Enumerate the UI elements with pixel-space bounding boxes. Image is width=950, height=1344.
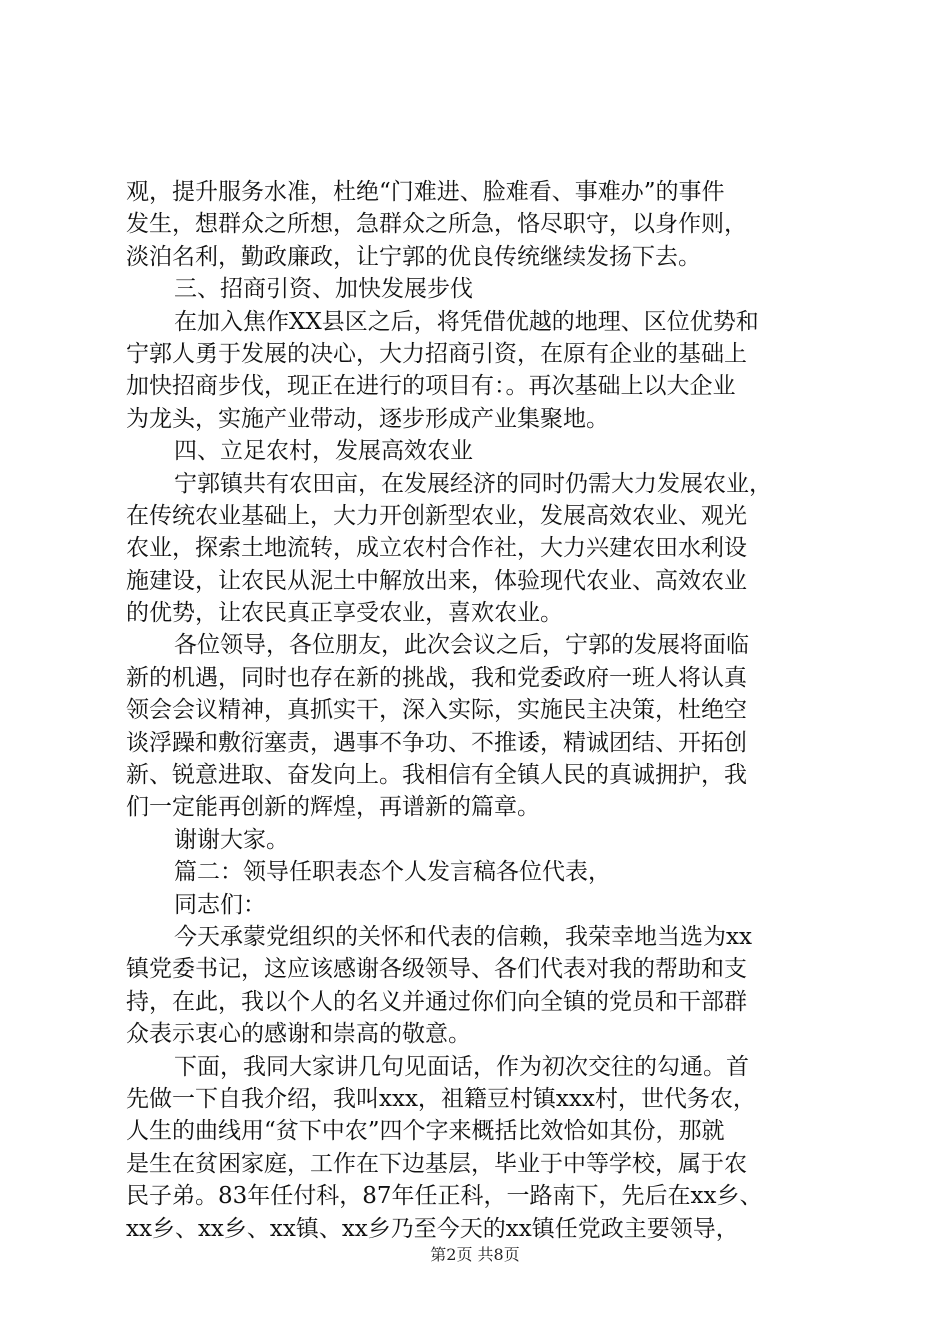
text-line: 们一定能再创新的辉煌，再谱新的篇章。 [126,794,540,821]
text-line: 众表示衷心的感谢和崇高的敬意。 [126,1021,471,1048]
text-line: 下面，我同大家讲几句见面话，作为初次交往的勾通。首 [174,1053,749,1080]
text-line: 为龙头，实施产业带动，逐步形成产业集聚地。 [126,405,609,432]
text-line: 的优势，让农民真正享受农业，喜欢农业。 [126,600,563,627]
text-line: 新的机遇，同时也存在新的挑战，我和党委政府一班人将认真 [126,664,747,691]
text-line: 各位领导，各位朋友，此次会议之后，宁郭的发展将面临 [174,632,749,659]
text-line: 谈浮躁和敷衍塞责，遇事不争功、不推诿，精诚团结、开拓创 [126,729,747,756]
text-line: 先做一下自我介绍，我叫xxx，祖籍豆村镇xxx村，世代务农， [126,1085,756,1112]
text-line: 领会会议精神，真抓实干，深入实际，实施民主决策，杜绝空 [126,697,747,724]
text-line: 持，在此，我以个人的名义并通过你们向全镇的党员和干部群 [126,988,747,1015]
text-line: 发生，想群众之所想，急群众之所急，恪尽职守，以身作则， [126,211,747,238]
text-line: 四、立足农村，发展高效农业 [174,438,473,465]
text-line: 谢谢大家。 [174,826,289,853]
text-line: 篇二：领导任职表态个人发言稿各位代表， [174,859,611,886]
text-line: 观，提升服务水准，杜绝“门难进、脸难看、事难办”的事件 [126,179,725,205]
page-footer: 第2页 共8页 [430,1245,520,1264]
text-line: 在加入焦作XX县区之后，将凭借优越的地理、区位优势和 [174,308,759,335]
text-line: 同志们： [174,891,266,918]
text-line: 加快招商步伐，现正在进行的项目有：。再次基础上以大企业 [126,373,736,400]
document-body [126,176,832,1245]
text-line: 今天承蒙党组织的关怀和代表的信赖，我荣幸地当选为xx [174,923,752,950]
text-line: 宁郭人勇于发展的决心，大力招商引资，在原有企业的基础上 [126,340,747,367]
text-line: 人生的曲线用“贫下中农”四个字来概括比效恰如其份，那就 [126,1118,725,1145]
text-line: 淡泊名利，勤政廉政，让宁郭的优良传统继续发扬下去。 [126,243,701,270]
text-line: 新、锐意进取、奋发向上。我相信有全镇人民的真诚拥护，我 [126,762,747,789]
text-line: 在传统农业基础上，大力开创新型农业，发展高效农业、观光 [126,502,747,529]
text-line: 三、招商引资、加快发展步伐 [174,276,473,303]
text-line: 民子弟。83年任付科，87年任正科，一路南下，先后在xx乡、 [126,1183,763,1210]
text-line: 宁郭镇共有农田亩，在发展经济的同时仍需大力发展农业， [174,470,772,497]
text-line: xx乡、xx乡、xx镇、xx乡乃至今天的xx镇任党政主要领导， [126,1215,739,1242]
text-line: 是生在贫困家庭，工作在下边基层，毕业于中等学校，属于农 [126,1150,747,1177]
text-line: 镇党委书记，这应该感谢各级领导、各们代表对我的帮助和支 [126,956,747,983]
text-line: 施建设，让农民从泥土中解放出来，体验现代农业、高效农业 [126,567,747,594]
text-line: 农业，探索土地流转，成立农村合作社，大力兴建农田水利设 [126,535,747,562]
